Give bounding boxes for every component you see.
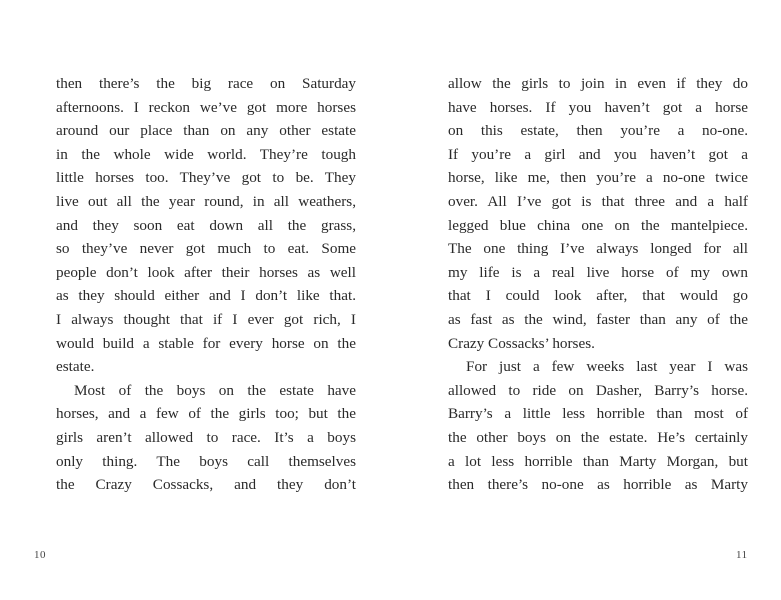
text-line: a lot less horrible than Marty Morgan, but (448, 452, 748, 470)
text-line: around our place than on any other estate (56, 122, 356, 140)
text-line: have horses. If you haven’t got a horse (448, 98, 748, 116)
text-line: For just a few weeks last year I was (466, 358, 748, 376)
left-paragraph-1 (56, 72, 356, 379)
text-line: people don’t look after their horses as well (56, 263, 356, 281)
text-line: as they should either and I don’t like that. (56, 287, 356, 305)
text-line: horses, and a few of the girls too; but the (56, 405, 356, 423)
text-line: the Crazy Cossacks, and they don’t (56, 476, 356, 494)
text-line: then there’s no-one as horrible as Marty (448, 476, 748, 494)
text-line: so they’ve never got much to eat. Some (56, 240, 356, 258)
right-page (448, 72, 748, 497)
text-line: allowed to ride on Dasher, Barry’s horse. (448, 381, 748, 399)
text-line: The one thing I’ve always longed for all (448, 240, 748, 258)
text-line: in the whole wide world. They’re tough (56, 145, 356, 163)
text-line: the other boys on the estate. He’s certainly (448, 428, 748, 446)
text-line: I always thought that if I ever got rich, I (56, 310, 356, 328)
left-paragraph-2 (56, 379, 356, 497)
text-line: estate. (56, 358, 95, 376)
left-page (56, 72, 356, 497)
text-line: live out all the year round, in all weathers, (56, 192, 356, 210)
page-number-right: 11 (736, 549, 748, 561)
text-line: on this estate, then you’re a no-one. (448, 122, 748, 140)
text-line: Crazy Cossacks’ horses. (448, 334, 595, 352)
text-line: little horses too. They’ve got to be. They (56, 169, 356, 187)
text-line: would build a stable for every horse on the (56, 334, 356, 352)
text-line: as fast as the wind, faster than any of the (448, 310, 748, 328)
right-paragraph-2 (448, 355, 748, 497)
text-line: afternoons. I reckon we’ve got more horses (56, 98, 356, 116)
text-line: If you’re a girl and you haven’t got a (448, 145, 748, 163)
text-line: then there’s the big race on Saturday (56, 75, 356, 92)
text-line: that I could look after, that would go (448, 287, 748, 305)
text-line: horse, like me, then you’re a no-one twice (448, 169, 748, 187)
text-line: Barry’s a little less horrible than most of (448, 405, 748, 423)
text-line: legged blue china one on the mantelpiece. (448, 216, 748, 234)
text-line: my life is a real live horse of my own (448, 263, 748, 281)
text-line: girls aren’t allowed to race. It’s a boys (56, 428, 356, 446)
text-line: over. All I’ve got is that three and a half (448, 192, 748, 210)
text-line: and they soon eat down all the grass, (56, 216, 356, 234)
page-number-left: 10 (34, 549, 46, 561)
text-line: allow the girls to join in even if they do (448, 75, 748, 92)
text-line: Most of the boys on the estate have (74, 381, 356, 399)
right-paragraph-1 (448, 72, 748, 355)
text-line: only thing. The boys call themselves (56, 452, 356, 470)
